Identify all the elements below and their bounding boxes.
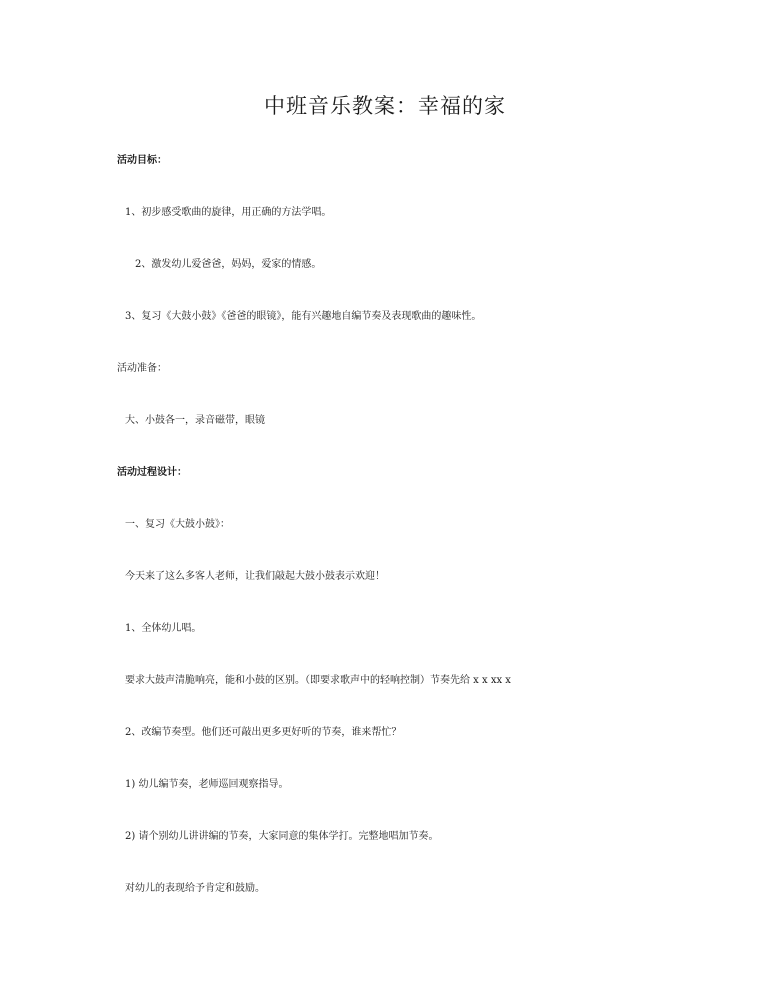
paragraph-text: 要求大鼓声清脆响亮，能和小鼓的区别。（即要求歌声中的轻响控制）节奏先给 x x xx x (125, 675, 511, 686)
process-step-1: 一、复习《大鼓小鼓》： (125, 519, 230, 530)
section-heading-goals: 活动目标： (117, 155, 167, 166)
goal-item-3: 3、复习《大鼓小鼓》《爸爸的眼镜》，能有兴趣地自编节奏及表现歌曲的趣味性。 (125, 311, 482, 322)
goal-item-2: 2、激发幼儿爱爸爸，妈妈，爱家的情感。 (135, 259, 322, 270)
paragraph-text: 今天来了这么多客人老师，让我们敲起大鼓小鼓表示欢迎！ (125, 571, 385, 582)
paragraph-text: 对幼儿的表现给予肯定和鼓励。 (125, 883, 265, 894)
document-title: 中班音乐教案：幸福的家 (264, 94, 506, 118)
section-heading-process: 活动过程设计： (117, 467, 187, 478)
section-heading-preparation: 活动准备： (117, 363, 167, 374)
preparation-text: 大、小鼓各一，录音磁带，眼镜 (125, 415, 265, 426)
goal-item-1: 1、初步感受歌曲的旋律，用正确的方法学唱。 (125, 207, 332, 218)
process-substep-1: 1、全体幼儿唱。 (125, 623, 202, 634)
process-substep-2: 2、改编节奏型。他们还可敲出更多更好听的节奏，谁来帮忙？ (125, 727, 402, 738)
process-substep-2-2: 2) 请个别幼儿讲讲编的节奏，大家同意的集体学打。完整地唱加节奏。 (125, 831, 439, 842)
process-substep-2-1: 1) 幼儿编节奏，老师巡回观察指导。 (125, 779, 289, 790)
